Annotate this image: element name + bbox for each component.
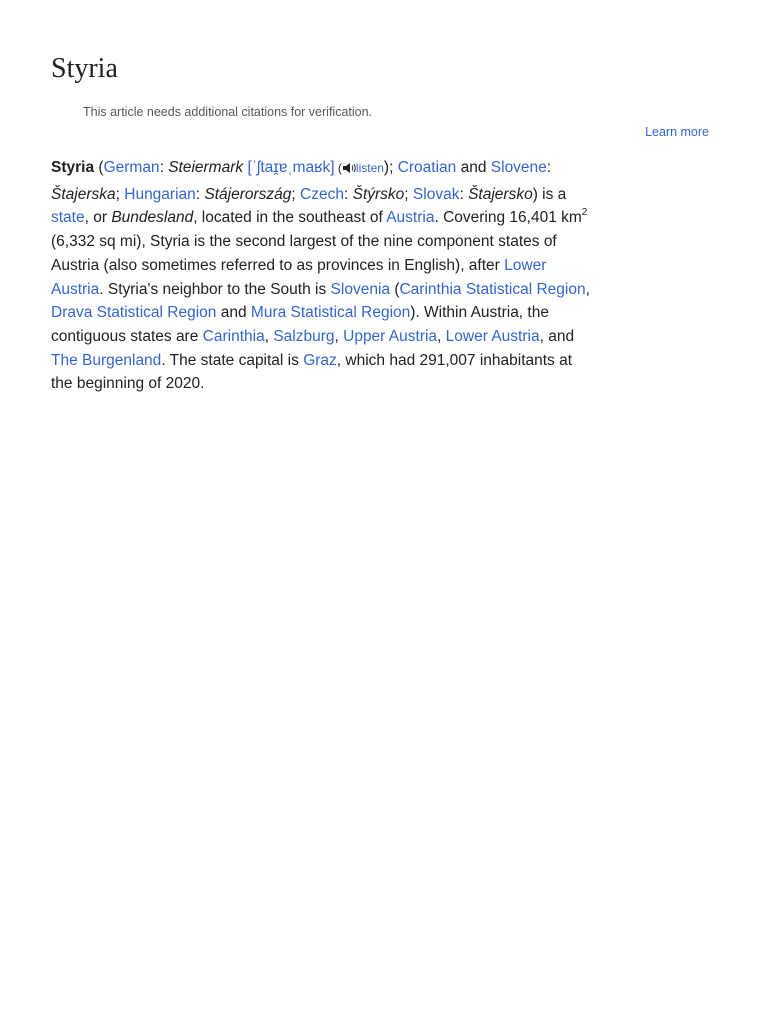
- link-lower-austria[interactable]: Lower Austria: [51, 256, 547, 298]
- citation-notice: This article needs additional citations for verification.: [83, 105, 373, 119]
- text-segment: . Covering 16,401 km: [434, 209, 582, 227]
- listen-group: [335, 161, 384, 175]
- text-segment: and: [456, 159, 491, 176]
- text-segment: :: [546, 159, 552, 176]
- text-segment: (: [390, 280, 400, 298]
- link-carinthia-statistical-region[interactable]: Carinthia Statistical Region: [399, 280, 586, 298]
- link-upper-austria[interactable]: Upper Austria: [343, 327, 438, 345]
- link-salzburg[interactable]: Salzburg: [273, 327, 335, 345]
- article-paragraph: [51, 156, 596, 396]
- link-the-burgenland[interactable]: The Burgenland: [51, 351, 162, 369]
- text-segment: ,: [334, 327, 344, 345]
- link-carinthia[interactable]: Carinthia: [202, 327, 265, 345]
- text-segment: ;: [291, 185, 301, 203]
- link-slovenia[interactable]: Slovenia: [330, 280, 391, 298]
- link-mura-statistical-region[interactable]: Mura Statistical Region: [250, 304, 411, 322]
- text-segment: , or: [84, 209, 112, 227]
- link-slovak[interactable]: Slovak: [412, 185, 460, 203]
- link-german[interactable]: German: [103, 159, 160, 176]
- text-segment: , which had 291,007 inhabitants at the beginning of 2020.: [51, 351, 573, 393]
- text-segment: :: [159, 159, 169, 176]
- link-drava-statistical-region[interactable]: Drava Statistical Region: [51, 304, 217, 322]
- text-segment: :: [195, 185, 205, 203]
- text-segment: , and: [539, 327, 575, 345]
- superscript-2: 2: [581, 207, 588, 219]
- term-steiermark: Steiermark: [168, 159, 244, 176]
- learn-more-link[interactable]: Learn more: [645, 125, 709, 139]
- text-segment: );: [383, 159, 398, 176]
- text-segment: (: [334, 161, 342, 175]
- term-stajersko: Štajersko: [468, 185, 533, 203]
- text-segment: ) is a: [532, 185, 567, 203]
- link-listen[interactable]: listen: [355, 161, 384, 175]
- link-czech[interactable]: Czech: [300, 185, 344, 203]
- term-bundesland: Bundesland: [111, 209, 194, 227]
- text-segment: ,: [585, 280, 590, 298]
- term-stajerorszag: Stájerország: [204, 185, 292, 203]
- text-segment: . Styria's neighbor to the South is: [99, 280, 331, 298]
- page-title: Styria: [51, 53, 118, 84]
- link-ipa[interactable]: [ˈʃtaɪ̯ɐˌmaʁk]: [247, 159, 335, 176]
- link-croatian[interactable]: Croatian: [397, 159, 457, 176]
- text-segment: ,: [264, 327, 274, 345]
- text-segment: ;: [404, 185, 413, 203]
- term-stajerska: Štajerska: [51, 185, 116, 203]
- text-segment: :: [343, 185, 353, 203]
- link-state[interactable]: state: [51, 209, 85, 227]
- speaker-icon[interactable]: [342, 159, 356, 183]
- term-styrsko: Štýrsko: [352, 185, 405, 203]
- link-slovene[interactable]: Slovene: [490, 159, 547, 176]
- text-segment: and: [216, 304, 251, 322]
- text-segment: ,: [437, 327, 446, 345]
- link-austria[interactable]: Austria: [386, 209, 435, 227]
- text-segment: , located in the southeast of: [193, 209, 387, 227]
- text-segment: ;: [115, 185, 125, 203]
- text-segment: :: [459, 185, 469, 203]
- link-graz[interactable]: Graz: [303, 351, 337, 369]
- text-segment: ). Within Austria, the contiguous states are: [51, 304, 549, 345]
- text-segment: (: [94, 159, 104, 176]
- text-segment: . The state capital is: [161, 351, 304, 369]
- text-segment: (6,332 sq mi), Styria is the second largest of the nine component states of Austria (also sometimes referred to as provinces in English), after: [51, 233, 557, 274]
- subject-bold: Styria: [51, 159, 95, 176]
- link-lower-austria-2[interactable]: Lower Austria: [445, 327, 540, 345]
- link-hungarian[interactable]: Hungarian: [124, 185, 196, 203]
